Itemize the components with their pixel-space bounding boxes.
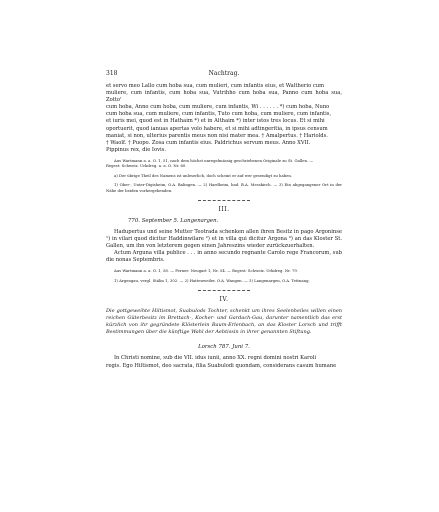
source-note-line: Aus Wartmann a. a. O. 1, 58. — Ferner: Neugart 1, Nr. 54. — Regest: Schweiz. Urkdreg. Nr. 79. (114, 268, 299, 274)
source-note-line: Aus Wartmann a. a. O. 1, 51, nach dem höchst unregelmässig geschriebenen Originale zu St. Gallen. — (114, 157, 314, 163)
document-page (106, 70, 342, 370)
page-number: 318 (106, 70, 118, 77)
text-line: In Christi nomine, sub die VII. idus iunii, anno XX. regni domini nostri Karoli (114, 355, 317, 362)
section-numeral-iii: III. (218, 205, 230, 213)
footnotes-block (106, 173, 342, 193)
regest-text: Die gottgeweihte Hiltismot, Suabulods Tochter, schenkt um ihres Seelenheiles willen einen reichen Güterbesitz im Brettach-, Kocher- und Gardach-Gau, darunter namentlich das erst kürzlich von ihr gegründete Klösterlein Baum-Erlenbach, an das Kloster Lorsch und trifft Bestimmungen über die künftige Wahl der Aebtissin in ihrer genannten Stiftung. (106, 308, 342, 335)
text-line: et iuris mei, quod est in Hathaim *) et in Althaim *) inter istos tres locus. Et si mihi (106, 118, 325, 125)
text-line: cum hoba sua, cum muliere, cum infantis, Tuto cum hoba, cum muliere, cum infantis, (106, 111, 332, 118)
text-line: cum hoba, Anno cum hoba, cum muliere, cum infantis, Wi . . . . . . *) cum hoba, Nuno (106, 104, 330, 111)
footnote-a: a) Der übrige Theil des Namens ist unleserlich, doch scheint er auf wer gesendigt zu haben. (114, 172, 293, 178)
text-line: muliere, cum infantis, cum hoba sua, Vutrihho cum hoba sua, Panno cum hoba sua, Zotto' (106, 90, 342, 104)
footnote-line: 1) Argengau, vergl. Stälin 1, 302. — 2) Hattenweiler, O.A. Wangen. — 3) Langenargen, O.A. Tettnang. (114, 277, 310, 283)
text-line: † Waolf. † Puopo. Zosa cum infantis eius. Paldrichus servum meus. Anno XVII. (106, 139, 311, 146)
section-iii-paragraph: Actum Arguna villa publice . . . in anno secundo regnante Carolo rege Francorum, sub die nonas Septembris. (106, 250, 342, 264)
text-line: regis. Ego Hiltismot, deo sacrata, filia Suabulodi quondam, considerans casum humane (106, 362, 337, 369)
running-header (106, 70, 342, 77)
text-line: maniat, si non, ulterius parentis meus non nisi mater mea. † Amalpertus. † Hariolds. (106, 132, 328, 139)
spacer (106, 283, 342, 290)
spacer (106, 193, 342, 200)
section-numeral-iv: IV. (219, 296, 229, 304)
section-iii-footnote (106, 278, 342, 283)
running-title: Nachtrag. (208, 70, 240, 77)
section-divider (198, 290, 250, 291)
section-iv-text (106, 355, 342, 369)
source-note-line: Regest: Schweiz. Urkdreg. a. a. O. Nr. 60. (106, 163, 187, 169)
footnote-1: 1) Ober-, Unter-Digisheim, O.A. Balingen. — 2) Hardheim, bad. B.A. Messkirch. — 3) Ein abgegangener Ort in der Nähe der beiden vorhergehenden. (106, 182, 342, 193)
continuation-text (106, 83, 342, 154)
section-iii-dateline: 770. September 5. Langenargen. (128, 217, 219, 224)
source-notes (106, 158, 342, 169)
section-divider (198, 200, 250, 201)
section-iv-regest (106, 308, 342, 335)
text-line: Pippinus rex, die Iovis. (106, 146, 166, 153)
section-iii-text (106, 229, 342, 264)
text-line: oportuerit, quod ianuas apertas volo habere, et si mihi adtingeritia, in ipsus censum (106, 125, 328, 132)
section-iii-paragraph: Hadupertus und seine Mutter Teotrada schenken allen ihren Besitz in pago Argoninse ¹) in vilari quod dicitur Haddinwilare ²) et in villa qui dicitur Argona ³) an das Kloster St. Gallen, um ihn von letzterem gegen einen Jahreszins wieder zurückzuerhalten. (106, 228, 342, 250)
text-line: et servo meo Lallo cum hoba sua, cum mulieri, cum infantis eius, et Waltherio cum (106, 83, 325, 89)
section-iv-dateline: Lorsch 787. Juni 7. (198, 344, 250, 351)
